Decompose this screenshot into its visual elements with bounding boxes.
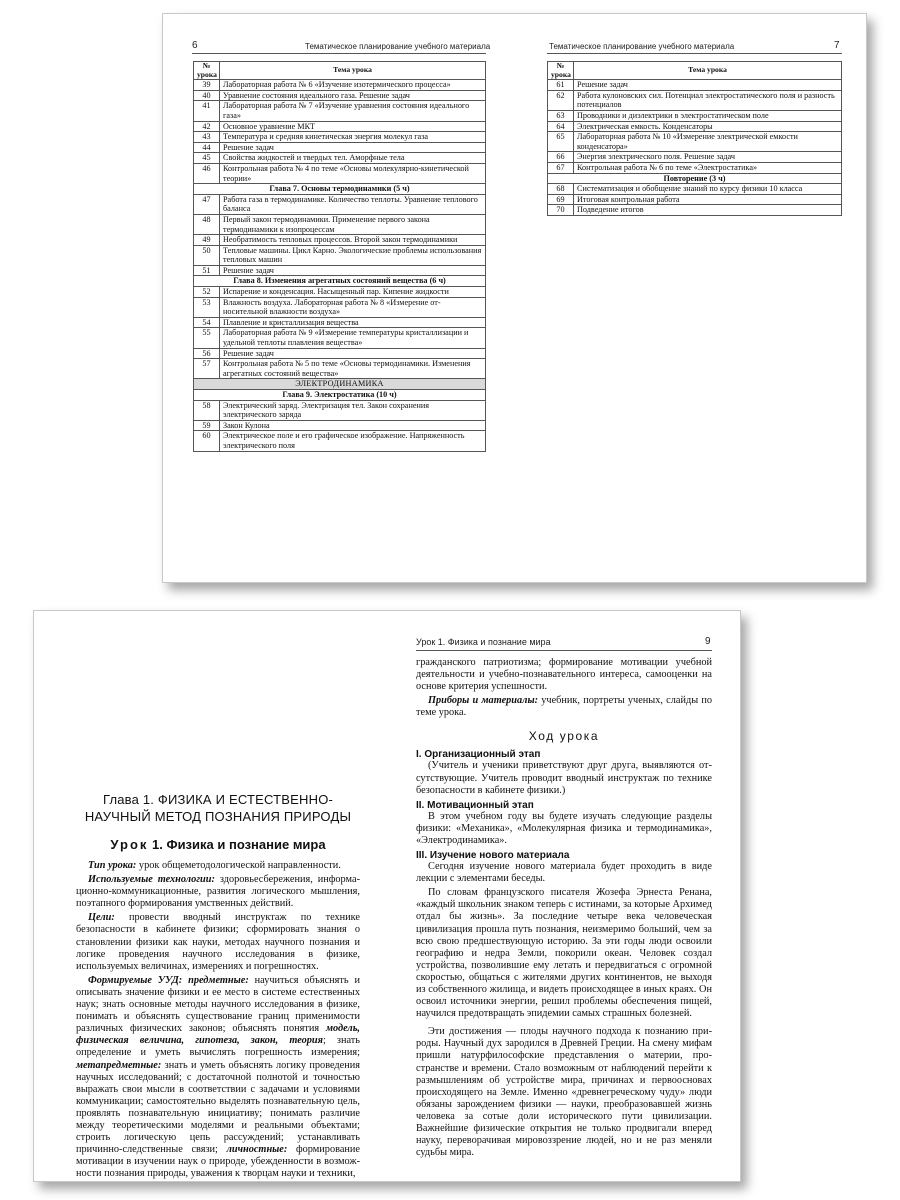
- chapter-title-line2: НАУЧНЫЙ МЕТОД ПОЗНАНИЯ ПРИРОДЫ: [84, 809, 352, 824]
- lesson-number: 69: [548, 194, 574, 205]
- lesson-title: [76, 837, 360, 852]
- stage1-text: (Учитель и ученики приветствуют друг друга, выявляются отсутствующие. Учитель проводит вводный инструктаж по технике безопасности в кабинете физики.): [416, 760, 712, 796]
- table-row: [548, 90, 842, 110]
- lesson-topic: Решение задач: [220, 348, 486, 359]
- stage3-paragraph-3: Эти достижения — плоды научного подхода к познанию природы. Научный дух зародился в Древней Греции. На смену мифам пришли натурфилософские представления о материи, пространстве и времени. Стало возможным от наблюдений перейти к размышлениям об устройстве мира, причинах и первоосновах происходящего на Земле. Именно «древнегреческому чуду» люди обязаны зарождением физики — науки, преобразовавшей жизнь человека за сотые доли исторического пути цивилизации. Важнейшие физические открытия не только продвигали вперед науку, переворачивая мировоззрение людей, но и не раз меняли судьбы мира.: [416, 1026, 712, 1159]
- lesson-number: 64: [548, 121, 574, 132]
- lesson-number: 70: [548, 205, 574, 216]
- lesson-course-heading: Ход урока: [528, 729, 600, 744]
- lesson-number: 63: [548, 110, 574, 121]
- lesson-topic: Решение задач: [220, 265, 486, 276]
- chapter-title: [76, 791, 360, 825]
- lesson-topic: Влажность воздуха. Лабораторная работа № 8 «Измерение относительной влажности воздуха»: [220, 297, 486, 317]
- running-head-right: Тематическое планирование учебного материала: [549, 42, 735, 51]
- lesson-topic: Первый закон термодинамики. Применение первого закона термодинамики к изопроцессам: [220, 214, 486, 234]
- chapter-row: [194, 390, 486, 401]
- table-row: [194, 142, 486, 153]
- right-page-body: [416, 657, 712, 1159]
- lesson-number: 65: [548, 132, 574, 152]
- stage3-paragraph-1: Сегодня изучение нового материала будет проходить в виде лекции с элементами беседы.: [416, 861, 712, 885]
- lesson-topic: Лабораторная работа № 9 «Измерение температуры кристаллизации и удельной теплоты плавления вещества»: [220, 328, 486, 348]
- devices-text: учебник, портреты ученых, слайды по теме урока.: [416, 695, 712, 719]
- lesson-number: 41: [194, 101, 220, 121]
- lesson-topic: Работа кулоновских сил. Потенциал электростатического поля и разность потенциалов: [574, 90, 842, 110]
- lesson-number: 49: [194, 235, 220, 246]
- uud-text-3: знать и уметь объяснять логику проведения научных исследований; с достаточной полнотой и точностью выражать свои мысли в соответствии с задачами и условиями коммуникации; самостоятельно выделять познавательную цель, проявлять познавательную инициативу; понимать различие между теоретическими моделями и реальными объектами; строить логическую цепь рассуждений; устанавливать причинно-следственные связи;: [76, 1059, 360, 1156]
- chapter-row: [194, 184, 486, 195]
- lesson-number: 47: [194, 194, 220, 214]
- page-number-bottom: 9: [705, 636, 711, 647]
- lesson-number: 62: [548, 90, 574, 110]
- chapter-title-line1: Глава 1. ФИЗИКА И ЕСТЕСТВЕННО-: [102, 792, 334, 807]
- lesson-number: 42: [194, 121, 220, 132]
- table-row: [194, 348, 486, 359]
- uud-text-1: научиться объяснять и описывать значение физики и ее место в системе естественных наук; знать основные методы научного исследования в физике, понимать и объяснять существование границ применимости различных физических законов; объяснять понятия: [76, 974, 360, 1035]
- lesson-number: 61: [548, 80, 574, 91]
- table-row: [548, 162, 842, 173]
- table-row: [194, 153, 486, 164]
- uud-text-2: ; знать определение и уметь вычислять погрешность измерения;: [76, 1035, 360, 1059]
- running-head-left: Тематическое планирование учебного материала: [305, 42, 491, 51]
- stage1-title: I. Организационный этап: [416, 749, 541, 761]
- stage3-paragraph-2: По словам французского писателя Жозефа Эрнеста Ренана, «каждый школьник знаком теперь с истинами, за которые Архимед отдал бы жизнь». За последние четыре века человеческая цивилизация прошла путь познания, неизмеримо больший, чем за всю свою предшествующую историю. За эти годы люди освоили географию и недра Земли, покорили океан. Человек создал устройства, позволившие ему летать и передвигаться с огромной скоростью, общаться с жителями других континентов, не выходя из собственного жилища, и видеть происходящее в иных краях. Он освоил источники энергии, решил проблемы обеспечения пищей, научился предотвращать эпидемии самых страшных болезней.: [416, 887, 712, 1020]
- lesson-number: 44: [194, 142, 220, 153]
- lesson-topic: Электрическое поле и его графическое изображение. Напряженность электрического поля: [220, 431, 486, 451]
- column-header-topic: Тема урока: [220, 62, 486, 80]
- lesson-topic: Температура и средняя кинетическая энергия молекул газа: [220, 132, 486, 143]
- technologies-label: Используемые технологии:: [88, 874, 215, 886]
- lesson-title-text: 1. Физика и познание мира: [152, 837, 326, 852]
- table-row: [194, 132, 486, 143]
- table-row: [194, 90, 486, 101]
- table-row: [194, 101, 486, 121]
- lesson-number: 55: [194, 328, 220, 348]
- lesson-topic: Плавление и кристаллизация вещества: [220, 317, 486, 328]
- lesson-topic: Лабораторная работа № 7 «Изучение уравнения состояния идеального газа»: [220, 101, 486, 121]
- table-row: [194, 235, 486, 246]
- uud-paragraph: [76, 975, 360, 1181]
- goals-label: Цели:: [88, 912, 115, 924]
- lesson-number: 48: [194, 214, 220, 234]
- stage3-title: III. Изучение нового материала: [416, 850, 570, 862]
- lesson-number: 40: [194, 90, 220, 101]
- lesson-number: 52: [194, 287, 220, 298]
- lesson-number: 56: [194, 348, 220, 359]
- chapter-row: [194, 276, 486, 287]
- page-number-left: 6: [192, 40, 198, 51]
- table-row: [194, 214, 486, 234]
- lesson-word: Урок: [110, 837, 149, 852]
- devices-paragraph: [416, 695, 712, 719]
- continuation-paragraph: гражданского патриотизма; формирование мотивации учебной деятельности и учебно-познавательного интереса, самооценки на основе критерия успешности.: [416, 657, 712, 693]
- lesson-topic: Итоговая контрольная работа: [574, 194, 842, 205]
- lesson-topic: Электрический заряд. Электризация тел. Закон сохранения электрического заряда: [220, 400, 486, 420]
- uud-label: Формируемые УУД:: [88, 974, 183, 986]
- table-row: [548, 184, 842, 195]
- technologies-text: здоровьесбережения, информационно-коммуникационные, развития логического мышления, поэтапного формирования умственных действий.: [76, 874, 361, 910]
- lesson-topic: Систематизация и обобщение знаний по курсу физики 10 класса: [574, 184, 842, 195]
- table-row: [194, 163, 486, 183]
- header-rule-right: [547, 53, 842, 54]
- lesson-number: 45: [194, 153, 220, 164]
- lesson-number: 54: [194, 317, 220, 328]
- lesson-number: 60: [194, 431, 220, 451]
- uud-text-4: формирование мотивации в изучении наук о природе, убежденности в возможности познания природы, уважения к творцам науки и техники,: [76, 1144, 360, 1180]
- lesson-topic: Закон Кулона: [220, 420, 486, 431]
- lesson-number: 46: [194, 163, 220, 183]
- column-header-topic: Тема урока: [574, 62, 842, 80]
- lesson-topic: Уравнение состояния идеального газа. Решение задач: [220, 90, 486, 101]
- table-row: [548, 80, 842, 91]
- bottom-page-spread: [33, 610, 741, 1182]
- lesson-number: 43: [194, 132, 220, 143]
- column-header-number: № урока: [548, 62, 574, 80]
- lesson-number: 67: [548, 162, 574, 173]
- table-row: [548, 132, 842, 152]
- header-rule-bottom: [416, 650, 712, 651]
- lesson-number: 68: [548, 184, 574, 195]
- lesson-topic: Решение задач: [574, 80, 842, 91]
- table-row: [194, 431, 486, 451]
- lesson-topic: Основное уравнение МКТ: [220, 121, 486, 132]
- chapter-row: [548, 173, 842, 184]
- stage2-text: В этом учебном году вы будете изучать следующие разделы физики: «Механика», «Молекулярная физика и термодинамика», «Электродинамика».: [416, 810, 712, 846]
- chapter-heading: Глава 9. Электростатика (10 ч): [194, 390, 486, 401]
- lesson-topic: Свойства жидкостей и твердых тел. Аморфные тела: [220, 153, 486, 164]
- table-row: [194, 80, 486, 91]
- header-rule-left: [192, 53, 486, 54]
- goals-paragraph: [76, 912, 360, 972]
- lesson-topic: Решение задач: [220, 142, 486, 153]
- lesson-type-text: урок общеметодологической направленности.: [136, 860, 341, 871]
- section-heading: ЭЛЕКТРОДИНАМИКА: [194, 379, 486, 390]
- technologies-paragraph: [76, 874, 360, 910]
- goals-text: провести вводный инструктаж по технике безопасности в кабинете физики; сформировать знания о становлении физики как науки, методах научного познания и логике проведения научного исследования в физике, используемых величинах, измерениях и погрешностях.: [76, 912, 360, 972]
- lesson-topic: Тепловые машины. Цикл Карно. Экологические проблемы использования тепловых машин: [220, 245, 486, 265]
- top-page-spread: [162, 13, 867, 583]
- lesson-topic: Контрольная работа № 6 по теме «Электростатика»: [574, 162, 842, 173]
- lesson-topic: Энергия электрического поля. Решение задач: [574, 152, 842, 163]
- lesson-topic: Подведение итогов: [574, 205, 842, 216]
- chapter-heading: Глава 8. Изменения агрегатных состояний вещества (6 ч): [194, 276, 486, 287]
- table-header-row: [194, 62, 486, 80]
- lesson-number: 58: [194, 400, 220, 420]
- lesson-topic: Контрольная работа № 5 по теме «Основы термодинамики. Изменения агрегатных состояний вещества»: [220, 359, 486, 379]
- table-row: [194, 317, 486, 328]
- table-row: [194, 420, 486, 431]
- lesson-topic: Лабораторная работа № 10 «Измерение электрической емкости конденсатора»: [574, 132, 842, 152]
- table-row: [548, 110, 842, 121]
- uud-meta-label: метапредметные:: [76, 1059, 162, 1071]
- stage2-title: II. Мотивационный этап: [416, 799, 534, 811]
- lesson-type-paragraph: [76, 860, 360, 872]
- table-row: [194, 194, 486, 214]
- uud-italic-terms: модель, физическая величина, гипотеза, закон, теория: [76, 1023, 360, 1047]
- lesson-plan-table-left: [193, 61, 486, 452]
- left-page-body: [76, 791, 360, 1180]
- table-row: [194, 287, 486, 298]
- lesson-number: 53: [194, 297, 220, 317]
- lesson-topic: Необратимость тепловых процессов. Второй закон термодинамики: [220, 235, 486, 246]
- table-row: [194, 245, 486, 265]
- lesson-type-label: Тип урока:: [88, 860, 137, 871]
- lesson-number: 66: [548, 152, 574, 163]
- uud-personal-label: личностные:: [226, 1144, 288, 1156]
- table-header-row: [548, 62, 842, 80]
- column-header-number: № урока: [194, 62, 220, 80]
- lesson-plan-table-right: [547, 61, 842, 216]
- chapter-heading: Повторение (3 ч): [548, 173, 842, 184]
- table-row: [548, 121, 842, 132]
- lesson-topic: Контрольная работа № 4 по теме «Основы молекулярно-кинетической теории»: [220, 163, 486, 183]
- table-row: [194, 359, 486, 379]
- lesson-number: 50: [194, 245, 220, 265]
- lesson-number: 57: [194, 359, 220, 379]
- lesson-number: 51: [194, 265, 220, 276]
- lesson-topic: Лабораторная работа № 6 «Изучение изотермического процесса»: [220, 80, 486, 91]
- table-row: [194, 265, 486, 276]
- page-number-right: 7: [834, 40, 840, 51]
- lesson-topic: Работа газа в термодинамике. Количество теплоты. Уравнение теплового баланса: [220, 194, 486, 214]
- table-row: [194, 400, 486, 420]
- uud-subject-label: предметные:: [188, 974, 249, 986]
- table-row: [548, 205, 842, 216]
- table-row: [548, 194, 842, 205]
- running-head-lesson: Урок 1. Физика и познание мира: [416, 637, 551, 647]
- lesson-topic: Испарение и конденсация. Насыщенный пар. Кипение жидкости: [220, 287, 486, 298]
- table-row: [194, 297, 486, 317]
- lesson-topic: Проводники и диэлектрики в электростатическом поле: [574, 110, 842, 121]
- table-row: [548, 152, 842, 163]
- table-row: [194, 121, 486, 132]
- lesson-number: 39: [194, 80, 220, 91]
- devices-label: Приборы и материалы:: [428, 695, 539, 707]
- lesson-topic: Электрическая емкость. Конденсаторы: [574, 121, 842, 132]
- chapter-heading: Глава 7. Основы термодинамики (5 ч): [194, 184, 486, 195]
- table-row: [194, 328, 486, 348]
- section-row: [194, 379, 486, 390]
- lesson-number: 59: [194, 420, 220, 431]
